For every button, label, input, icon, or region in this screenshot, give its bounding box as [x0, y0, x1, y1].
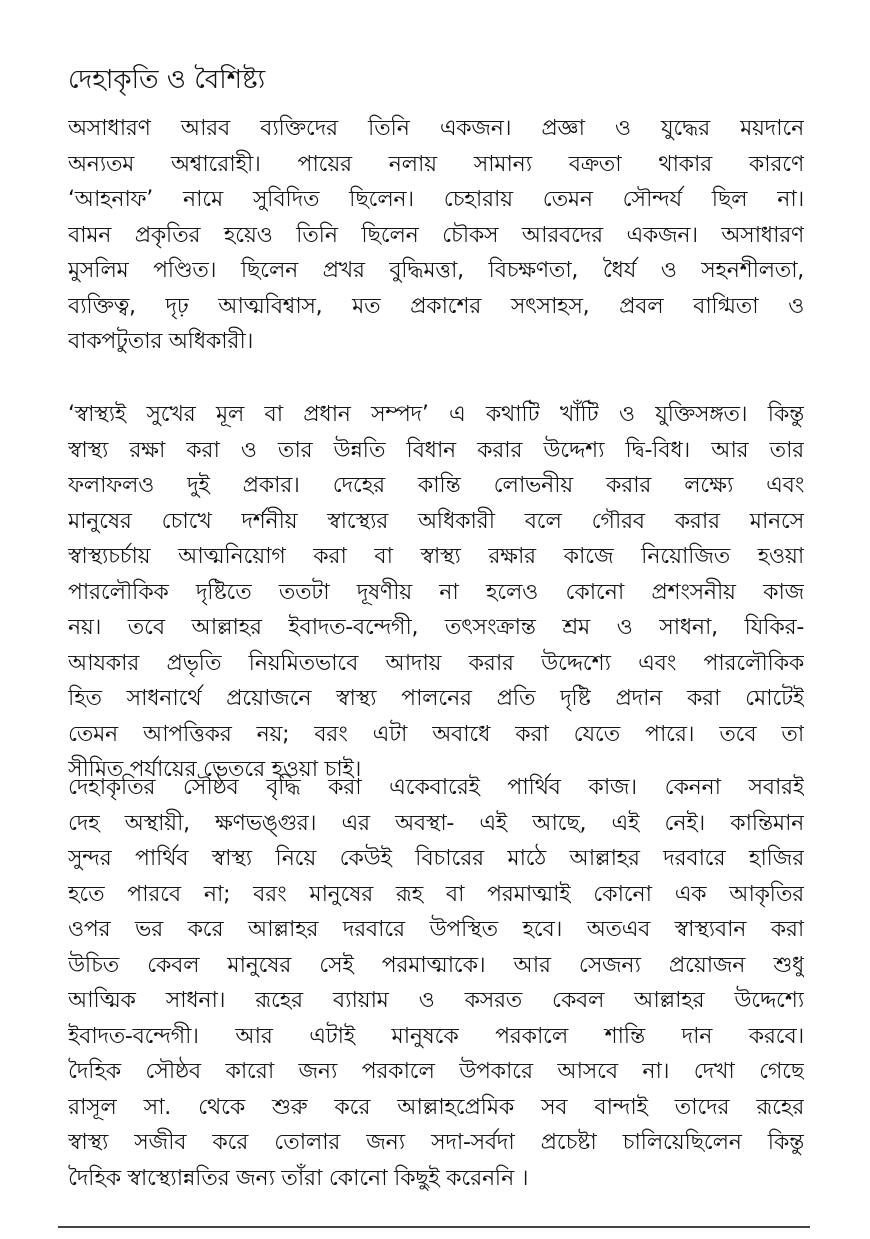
text-line: বামন প্রকৃতির হয়েও তিনি ছিলেন চৌকস আরবদের একজন। অসাধারণ	[68, 222, 804, 248]
text-line: ইবাদত-বন্দেগী। আর এটাই মানুষকে পরকালে শান্তি দান করবে।	[68, 1023, 804, 1049]
text-line: দৈহিক সৌষ্ঠব কারো জন্য পরকালে উপকারে আসবে না। দেখা গেছে	[68, 1059, 804, 1084]
text-line: রাসূল সা. থেকে শুরু করে আল্লাহপ্রেমিক সব বান্দাই তাদের রূহের	[68, 1094, 804, 1120]
text-line: অসাধারণ আরব ব্যক্তিদের তিনি একজন। প্রজ্ঞা ও যুদ্ধের ময়দানে	[68, 116, 804, 141]
bottom-divider	[58, 1226, 810, 1228]
paragraph-3	[68, 770, 804, 1196]
text-line: আত্মিক সাধনা। রূহের ব্যায়াম ও কসরত কেবল আল্লাহর উদ্দেশ্যে	[68, 988, 804, 1013]
text-line: নয়। তবে আল্লাহর ইবাদত-বন্দেগী, তৎসংক্রান্ত শ্রম ও সাধনা, যিকির-	[68, 615, 804, 640]
text-line: স্বাস্থ্যচর্চায় আত্মনিয়োগ করা বা স্বাস্থ্য রক্ষার কাজে নিয়োজিত হওয়া	[68, 544, 804, 569]
text-line: ‘আহনাফ’ নামে সুবিদিত ছিলেন। চেহারায় তেমন সৌন্দর্য ছিল না।	[68, 187, 804, 212]
paragraph-1	[68, 111, 804, 360]
text-line: দৈহিক স্বাস্থ্যোন্নতির জন্য তাঁরা কোনো কিছুই করেননি ।	[68, 1165, 529, 1191]
text-line: মানুষের চোখে দর্শনীয় স্বাস্থ্যের অধিকারী বলে গৌরব করার মানসে	[68, 508, 804, 534]
text-line: স্বাস্থ্য রক্ষা করা ও তার উন্নতি বিধান করার উদ্দেশ্য দ্বি-বিধ। আর তার	[68, 437, 804, 463]
text-line: পারলৌকিক দৃষ্টিতে ততটা দূষণীয় না হলেও কোনো প্রশংসনীয় কাজ	[68, 579, 804, 605]
text-line: তেমন আপত্তিকর নয়; বরং এটা অবাধে করা যেতে পারে। তবে তা	[68, 721, 804, 747]
text-line: হিত সাধনার্থে প্রয়োজনে স্বাস্থ্য পালনের প্রতি দৃষ্টি প্রদান করা মোটেই	[68, 686, 804, 711]
text-line: ব্যক্তিত্ব, দৃঢ় আত্মবিশ্বাস, মত প্রকাশের সৎসাহস, প্রবল বাগ্মিতা ও	[68, 293, 804, 319]
text-line: মুসলিম পণ্ডিত। ছিলেন প্রখর বুদ্ধিমত্তা, বিচক্ষণতা, ধৈর্য ও সহনশীলতা,	[68, 258, 804, 283]
text-line: স্বাস্থ্য সজীব করে তোলার জন্য সদা-সর্বদা প্রচেষ্টা চালিয়েছিলেন কিন্তু	[68, 1130, 804, 1155]
text-line: উচিত কেবল মানুষের সেই পরমাত্মাকে। আর সেজন্য প্রয়োজন শুধু	[68, 952, 804, 978]
text-line: অন্যতম অশ্বারোহী। পায়ের নলায় সামান্য বক্রতা থাকার কারণে	[68, 151, 804, 177]
text-line: সীমিত পর্যায়ের ভেতরে হওয়া চাই।	[68, 757, 362, 782]
text-line: হতে পারবে না; বরং মানুষের রূহ বা পরমাত্মাই কোনো এক আকৃতির	[68, 881, 804, 907]
text-line: ওপর ভর করে আল্লাহর দরবারে উপস্থিত হবে। অতএব স্বাস্থ্যবান করা	[68, 917, 804, 942]
text-line: আযকার প্রভৃতি নিয়মিতভাবে আদায় করার উদ্দেশ্যে এবং পারলৌকিক	[68, 650, 804, 676]
text-line: বাকপটুতার অধিকারী।	[68, 329, 254, 354]
paragraph-2	[68, 397, 804, 788]
text-line: সুন্দর পার্থিব স্বাস্থ্য নিয়ে কেউই বিচারের মাঠে আল্লাহর দরবারে হাজির	[68, 846, 804, 871]
section-heading: দেহাকৃতি ও বৈশিষ্ট্য	[68, 65, 266, 95]
text-line: দেহ অস্থায়ী, ক্ষণভঙ্গুর। এর অবস্থা- এই আছে, এই নেই। কান্তিমান	[68, 810, 804, 836]
text-line: দেহাকৃতির সৌষ্ঠব বৃদ্ধি করা একেবারেই পার্থিব কাজ। কেননা সবারই	[68, 775, 804, 800]
text-line: ফলাফলও দুই প্রকার। দেহের কান্তি লোভনীয় করার লক্ষ্যে এবং	[68, 473, 804, 498]
text-line: ‘স্বাস্থ্যই সুখের মূল বা প্রধান সম্পদ’ এ কথাটি খাঁটি ও যুক্তিসঙ্গত। কিন্তু	[68, 402, 804, 427]
